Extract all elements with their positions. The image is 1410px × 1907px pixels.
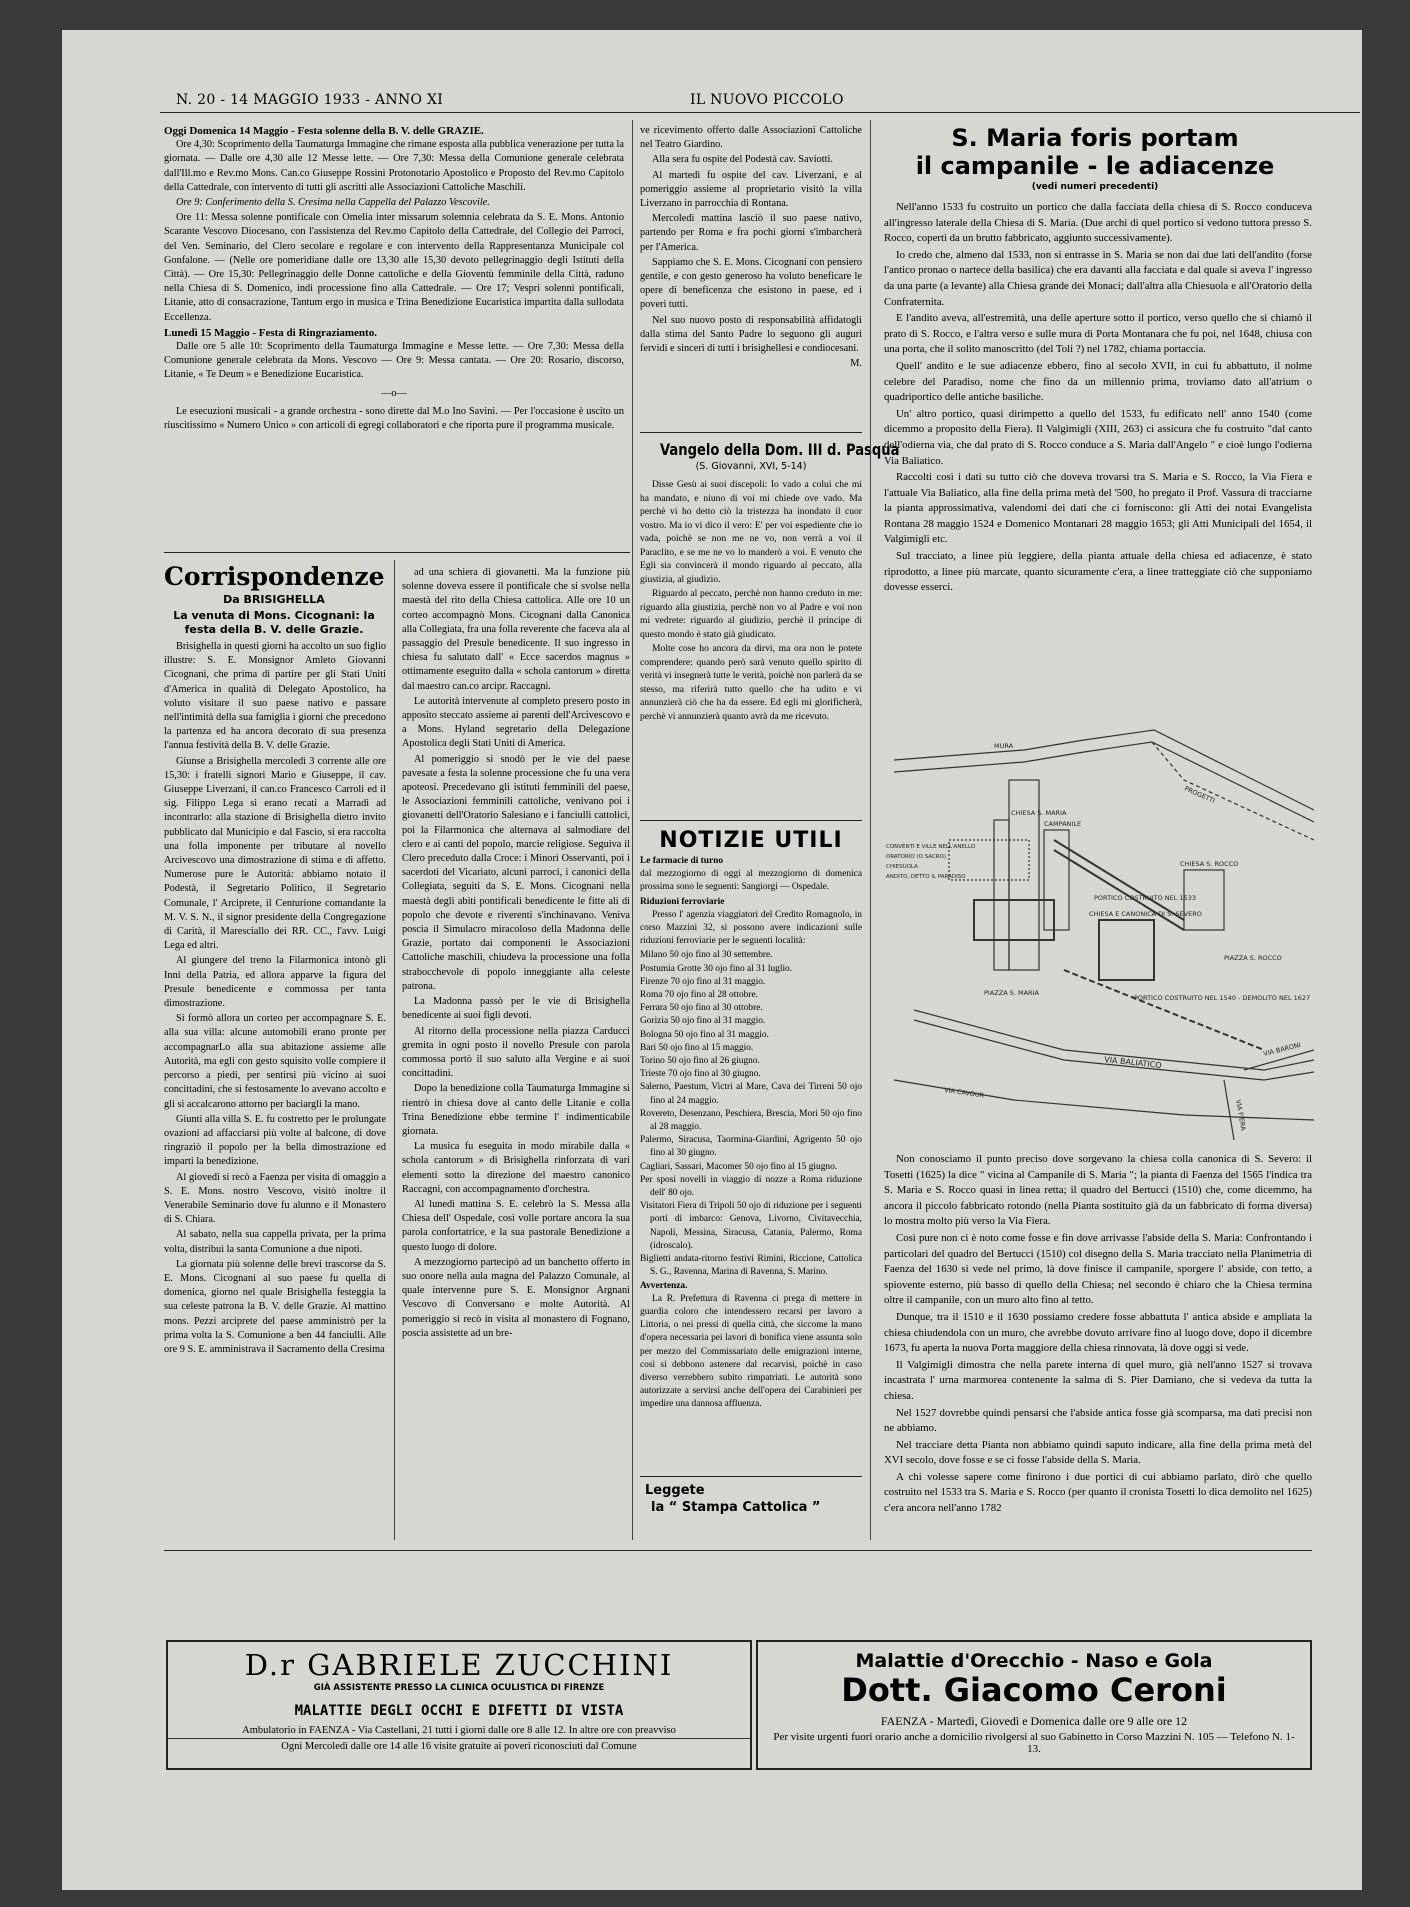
brisighella-continuation (640, 124, 862, 371)
programma-p2: Ore 9: Conferimento della S. Cresima nella Cappella del Palazzo Vescovile. (176, 197, 490, 209)
paragraph: Nel tracciare detta Pianta non abbiamo quindi saputo indicare, alla fine della prima metà del XVI secolo, dove fosse e se ci fosse l'abside della S. Maria. (884, 1438, 1312, 1467)
programma-sep: —o— (381, 387, 407, 399)
programma-lead: Oggi Domenica 14 Maggio - Festa solenne della B. V. delle GRAZIE. (164, 125, 484, 137)
cont-p6: Nel suo nuovo posto di responsabilità affidatogli dalla stima del Santo Padre lo seguono gli auguri fervidi e sinceri di tutti i brisighellesi e condiocesani. (640, 314, 862, 355)
paragraph: Non conosciamo il punto preciso dove sorgevano la chiesa colla canonica di S. Severo: il Tosetti (1625) la dice " vicina al Campanile di S. Maria "; la pianta di Faenza del 1565 l'indica tra S. Maria e S. Rocco quasi in linea retta; il quadro del Bertucci (1510) che, come dicemmo, ha ancora il piccolo fabbricato rotondo (nella Pianta sostituito già da un fabbricato di forma diversa) lo mostra molto più verso la Via Fiera. (884, 1153, 1312, 1228)
corrispondenze-column-2 (402, 566, 630, 1541)
riduzione-item: Bologna 50 ojo fino al 31 maggio. (640, 1029, 769, 1040)
paragraph: Nel 1527 dovrebbe quindi pensarsi che l'abside antica fosse già scomparsa, ma dati precisi non ne abbiamo. (884, 1406, 1312, 1435)
map-label-progetti: PROGETTI (1183, 784, 1217, 806)
riduzioni-heading: Riduzioni ferroviarie (640, 896, 725, 907)
riduzione-item: Firenze 70 ojo fino al 31 maggio. (640, 976, 766, 987)
riduzione-item: Visitatori Fiera di Tripoli 50 ojo di riduzione per i seguenti porti di imbarco: Genova, Livorno, Civitavecchia, Napoli, Messina, Siracusa, Catania, Palermo, Roma (idroscalo). (640, 1201, 862, 1251)
map-label-campanile: CAMPANILE (1044, 820, 1082, 828)
riduzione-item: Salerno, Paestum, Victri al Mare, Cava dei Tirreni 50 ojo fino al 24 maggio. (640, 1082, 862, 1106)
corrispondenze-column-1 (164, 640, 386, 1540)
vangelo-p1: Disse Gesù ai suoi discepoli: Io vado a colui che mi ha mandato, e niuno di voi mi chiede ove vado. Ma perchè vi ho detto ciò la tristezza ha inondato il cuor vostro. Ma io vi dico il vero: E' per voi espediente che io vada, poichè se non me ne vo, non verrà a voi il Paraclito, e se me ne vo lo manderò a voi. E venuto che Egli sia convincerà il mondo riguardo al peccato, alla giustizia, al giudizio. (640, 479, 862, 585)
cont-p1: ve ricevimento offerto dalle Associazioni Cattoliche nel Teatro Giardino. (640, 125, 862, 151)
map-label-portico1540: PORTICO COSTRUITO NEL 1540 - DEMOLITO NEL 1627 (1134, 994, 1311, 1002)
paragraph: La giornata più solenne delle brevi trascorse da S. E. Mons. Cicognani al suo paese fu quella di domenica, giorno nel quale Brisighella festeggia la sua celeste patrona la B. V. delle Grazie. Al mattino mons. Pezzi arciprete del paese amministrò per la prima volta la S. Comunione a ben 44 fanciulli. Alle ore 9 S. E. amministrava il Sacramento della Cresima (164, 1258, 386, 1355)
riduzione-item: Palermo, Siracusa, Taormina-Giardini, Agrigento 50 ojo fino al 30 giugno. (640, 1135, 862, 1159)
programma-p4: Dalle ore 5 alle 10: Scoprimento della Taumaturga Immagine e Messe lette. — Ore 7,30: Messa della Comunione generale celebrata da Mons. Vescovo — Ore 9: Messa cantata. — Ore 20: Rosario, discorso, Litanie, « Te Deum » e Benedizione Eucaristica. (164, 341, 624, 381)
mura-line (894, 730, 1314, 810)
smaria-section (880, 124, 1310, 192)
riduzioni-list (640, 949, 862, 1279)
riduzione-item: Trieste 70 ojo fino al 30 giugno. (640, 1069, 761, 1080)
paragraph: Si formò allora un corteo per accompagnare S. E. alla sua villa: alcune automobili erano pronte per accompagnarLo alla sua abitazione assieme alle Autorità, ma egli con gesto squisito volle compiere il percorso a piedi, per sentirsi più vicino ai suoi concittadini, che si festosamente lo avevano accolto e gli si accalcarono attorno per baciargli la mano. (164, 1013, 386, 1110)
paragraph: Dunque, tra il 1510 e il 1630 possiamo credere fosse abbattuta l' antica abside e ampliata la chiesa chiudendola con un muro, che avrebbe dovuto arrivare fino al luogo dove, dopo il dicembre 1673, fu aperta la nuova Porta maggiore della chiesa rinnovata, là dove oggi si vede. (884, 1310, 1312, 1355)
section-rule (164, 552, 630, 553)
map-label-srocco: CHIESA S. ROCCO (1180, 860, 1239, 868)
map-label-portico1533: PORTICO COSTRUITO NEL 1533 (1094, 894, 1196, 902)
paragraph: Dopo la benedizione colla Taumaturga Immagine si rientrò in chiesa dove al canto delle Litanie e colla Trina Benedizione ebbe termine l' indimenticabile giornata. (402, 1083, 630, 1137)
paragraph: Così pure non ci è noto come fosse e fin dove arrivasse l'abside della S. Maria: Confrontando i particolari del quadro del Bertucci (1510) col disegno della S. Maria tracciato nella Planimetria di Faenza del 1630 si vede nel primo, là dove finisce il campanile, sporgere l' abside, con tetto, a spiovente esterno, più basso di quello della Chiesa; nel secondo è chiaro che la Chiesa termina oltre il campanile, con un muro alto fino al tetto. (884, 1231, 1312, 1307)
farmacie-heading: Le farmacie di turno (640, 856, 724, 866)
map-label-mura: MURA (994, 742, 1014, 750)
ad-zucchini-spec: MALATTIE DEGLI OCCHI E DIFETTI DI VISTA (294, 1703, 624, 1719)
corrispondenze-title: Corrispondenze (164, 562, 385, 591)
smaria-note: (vedi numeri precedenti) (1031, 182, 1159, 192)
paragraph: Nell'anno 1533 fu costruito un portico che dalla facciata della chiesa di S. Rocco conduceva all'ingresso laterale della Chiesa di S. Maria. (Due archi di quel portico si vedono tuttora presso S. Rocco, coperti da un brutto fabbricato, aggiunto successivamente). (884, 201, 1312, 245)
riduzione-item: Cagliari, Sassari, Macomer 50 ojo fino al 15 giugno. (640, 1161, 838, 1172)
paragraph: Le autorità intervenute al completo presero posto in apposito steccato assieme ai parenti dell'Arcivescovo e a Mons. Hyland segretario della Delegazione Apostolica degli Stati Uniti di America. (402, 695, 630, 750)
map-label-via-cavour: VIA CAVOUR (943, 1086, 985, 1100)
campanile-outline (1044, 830, 1069, 930)
vangelo-p2: Riguardo al peccato, perchè non hanno creduto in me: riguardo alla giustizia, perchè non vo al Padre e voi non mi vedrete: riguardo al giudizio, perchè il principe di questo mondo è stato già giudicato. (640, 588, 862, 640)
ad-ceroni-line1: FAENZA - Martedì, Giovedì e Domenica dalle ore 9 alle ore 12 (880, 1714, 1188, 1728)
riduzione-item: Biglietti andata-ritorno festivi Rimini, Riccione, Cattolica S. G., Ravenna, Marina di Ravenna, S. Marino. (640, 1254, 862, 1278)
smaria-text-top (884, 200, 1312, 597)
column-divider-1 (632, 120, 633, 1540)
farmacie-text: dal mezzogiorno di oggi al mezzogiorno di domenica prossima sono le seguenti: Sangiorgi — Ospedale. (640, 869, 862, 893)
riduzione-item: Roma 70 ojo fino al 28 ottobre. (640, 990, 758, 1001)
riduzione-item: Torino 50 ojo fino al 26 giugno. (640, 1056, 760, 1067)
paragraph: Sul tracciato, a linee più leggiere, della pianta attuale della chiesa ed adiacenze, è stato riprodotto, a linee più marcate, quanto sicuramente c'era, a linee tratteggiate ciò che supponiamo dovesse esserci. (884, 550, 1312, 594)
column-divider-2 (870, 120, 871, 1540)
paragraph: Quell' andito e le sue adiacenze ebbero, fino al secolo XVII, in cui fu abbattuto, il nolme celebre del Paradiso, nome che fino da un millennio prima, troviamo dato all'atrium o quadriportico delle antiche basiliche. (884, 359, 1312, 404)
leggete-line1: Leggete (645, 1483, 705, 1498)
paragraph: La musica fu eseguita in modo mirabile dalla « schola cantorum » di Brisighella rinforzata di vari elementi sotto la direzione del maestro canonico Raccagni, con accompagnamento d'orchestra. (402, 1141, 630, 1195)
vangelo-text (640, 478, 862, 723)
smaria-title-1: S. Maria foris portam (951, 124, 1239, 152)
riduzione-item: Postumia Grotte 30 ojo fino al 31 luglio. (640, 963, 793, 974)
ad-zucchini-line1: Ambulatorio in FAENZA - Via Castellani, 21 tutti i giorni dalle ore 8 alle 12. In altre ore con preavviso (242, 1725, 676, 1736)
paragraph: Al lunedì mattina S. E. celebrò la S. Messa alla Chiesa dell' Ospedale, così volle portare ancora la sua parola confortatrice, e la sua pastorale Benedizione a questo luogo di dolore. (402, 1198, 630, 1253)
riduzione-item: Milano 50 ojo fino al 30 settembre. (640, 950, 773, 961)
paragraph: Giunti alla villa S. E. fu costretto per le prolungate ovazioni ad affacciarsi più volte al balcone, di dove ringraziò il popolo per la bella dimostrazione ed imparti la benedizione. (164, 1113, 386, 1168)
corrispondenze-place: Da BRISIGHELLA (223, 593, 325, 606)
cont-signature: M. (850, 358, 862, 370)
avvertenza-text: La R. Prefettura di Ravenna ci prega di mettere in guardia coloro che intendessero recarsi per lavoro a Littoria, o nei pressi di quella città, che siccome la mano d'opera necessaria pei lavori di bonifica viene assunta solo per mezzo del Commissariato delle emigrazioni interne, così si debbono astenere dal recarvisi, poichè in caso diverso verrebbero subito rimpatriati. Le autorità sono autorizzate a servirsi anche dell'opera dei Carabinieri per impedire una dannosa affluenza. (640, 1293, 862, 1410)
programma-p3: Ore 11: Messa solenne pontificale con Omelia inter missarum solemnia celebrata da S. E. Mons. Antonio Scarante Vescovo Diocesano, con l'assistenza del Rev.mo Capitolo della Cattedrale, del Collegio dei Parroci, del Ven. Seminario, del Clero secolare e regolare e con intervento della Rappresentanza Municipale col Gonfalone. — (Nelle ore pomeridiane dalle ore 13,30 alle 15,30 devoto pellegrinaggio degli Istituti della Città). — Ore 15,30: Pellegrinaggio delle Donne cattoliche e della Gioventù femminile della Città, raduno nella Chiesa di S. Domenico, indi processione fino alla Cattedrale. — Ore 17; Vespri solenni pontificali, Litanie, atto di consacrazione, Tantum ergo in musica e Trina Benedizione Eucaristica impartita dalla sullodata Eccellenza. (164, 212, 624, 323)
column-divider-corr (394, 560, 395, 1540)
notizie-rule (640, 820, 862, 821)
cont-p4: Mercoledì mattina lasciò il suo paese nativo, partendo per Roma e fra pochi giorni s'imbarcherà per l'America. (640, 213, 862, 253)
vangelo-section (640, 440, 900, 724)
programma-p1: Ore 4,30: Scoprimento della Taumaturga Immagine che rimane esposta alla pubblica venerazione per tutta la giornata. — Dalle ore 4,30 alle 12 Messe lette. — Ore 7,30: Messa della Comunione generale celebrata dall'Ill.mo e Rev.mo Mons. Can.co Giuseppe Rossini Protonotario Apostolico e Proposto del Rev.mo Capitolo della Cattedrale, con intervento di tutti gli ascritti alle Associazioni Cattoliche Maschili. (164, 139, 624, 193)
paragraph: A chi volesse sapere come finirono i due portici di cui abbiamo parlato, dirò che quello costruito nel 1533 tra S. Maria e S. Rocco (per quanto il cronista Tosetti lo dica demolito nel 1625) c'era ancora nell'anno 1782 (884, 1470, 1312, 1515)
ad-ceroni (756, 1640, 1312, 1770)
map-label-ssevero: CHIESA E CANONICA DI S. SEVERO (1089, 910, 1202, 918)
programma-lead2: Lunedì 15 Maggio - Festa di Ringraziamento. (164, 326, 377, 339)
map-label-piazza-smaria: PIAZZA S. MARIA (984, 989, 1039, 997)
notizie-section (640, 828, 862, 1413)
ad-ceroni-name: Dott. Giacomo Ceroni (841, 1671, 1227, 1709)
programma-p5: Le esecuzioni musicali - a grande orchestra - sono dirette dal M.o Ino Savini. — Per l'occasione è uscito un riuscitissimo « Numero Unico » con articoli di egregi collaboratori e che riporta pure il programma musicale. (164, 405, 624, 432)
vangelo-rule (640, 432, 862, 433)
portico-1540 (1064, 970, 1264, 1050)
notizie-text (640, 855, 862, 1412)
issue-date: N. 20 - 14 MAGGIO 1933 - ANNO XI (176, 92, 444, 108)
corrispondenze-subtitle: La venuta di Mons. Cicognani: la festa della B. V. delle Grazie. (173, 609, 375, 636)
paragraph: Raccolti così i dati su tutto ciò che doveva trovarsi tra S. Maria e S. Rocco, la Via Fiera e l'attuale Via Baliatico, alla fine della prima metà del '500, ho pregato il Prof. Vassura di tracciarne la pianta approssimativa, valendomi dei dati che ci forniscono: gli Atti dei notai Evangelista Rontana 28 maggio 1524 e Domenico Montanari 28 maggio 1653; gli Atti Municipali del 1654, il Valgimigli etc. (884, 471, 1312, 546)
paragraph: Io credo che, almeno dal 1533, non si entrasse in S. Maria se non dai due lati dell'andito (forse l'antico pronao o nartece della basilica) che era davanti alla facciata e dal quale si aveva l' ingresso da una parte (a levante) alla Chiesa grande dei Monaci; dall'altra alla Chiesuola e all'Oratorio della Confraternita. (884, 248, 1312, 308)
header-rule (160, 112, 1360, 113)
cont-p5: Sappiamo che S. E. Mons. Cicognani con pensiero gentile, e con gesto generoso ha voluto beneficare le opere di beneficenza che esistono in paese, ed i poveri tutti. (640, 256, 862, 311)
leggete-rule (640, 1476, 862, 1477)
ad-zucchini-sub: GIÀ ASSISTENTE PRESSO LA CLINICA OCULISTICA DI FIRENZE (313, 1683, 605, 1693)
andito-outline (974, 900, 1054, 940)
paragraph: E l'andito aveva, all'estremità, una delle aperture sotto il portico, verso quello che si chiamò il prato di S. Rocco, e l'altra verso e sulle mura di Porta Montanara che fu poi, nel 1648, chiusa con una porta, che il solito manoscritto (del Toli ?) nel 1782, chiama portaccia. (884, 312, 1312, 356)
map-label-piazza-srocco: PIAZZA S. ROCCO (1224, 954, 1282, 962)
map-label-via-baroni: VIA BARONI (1262, 1040, 1302, 1058)
programma-festa (164, 124, 624, 434)
via-cavour-line (894, 1080, 1314, 1120)
avvertenza-heading: Avvertenza. (640, 1280, 688, 1291)
map-label-via-baliatico: VIA BALIATICO (1103, 1055, 1163, 1071)
riduzioni-text: Presso l' agenzia viaggiatori del Credito Romagnolo, in corso Mazzini 32, si possono avere indicazioni sulle riduzioni ferroviarie per le seguenti località: (640, 909, 862, 947)
mura-line-inner (894, 742, 1314, 822)
riduzione-item: Gorizia 50 ojo fino al 31 maggio. (640, 1016, 766, 1027)
paragraph: La Madonna passò per le vie di Brisighella benedicente ai suoi figli devoti. (402, 996, 630, 1022)
vangelo-p3: Molte cose ho ancora da dirvi, ma ora non le potete comprendere: quando però sarà venuto quello spirito di verità vi insegnerà tutte le verità, poichè non parlerà da se stesso, ma riferirà tutto quello che ha udito e vi annunzierà ciò che ha da essere. Ed egli mi glorificherà, perchè vi annunzierà quanto avrà da me ricevuto. (640, 643, 862, 722)
ad-ceroni-head: Malattie d'Orecchio - Naso e Gola (855, 1650, 1213, 1672)
via-fiera-line (1224, 1080, 1234, 1140)
portico-1533-b (1054, 850, 1184, 930)
corrispondenze-section (164, 562, 384, 637)
map-legend-2: ORATORIO (O SACRO) (886, 854, 947, 860)
map-legend-1: CONVENTI E VILLE NELL'ANELLO (886, 844, 976, 850)
newspaper-name: IL NUOVO PICCOLO (690, 92, 844, 108)
ad-zucchini (166, 1640, 752, 1770)
vangelo-reference: (S. Giovanni, XVI, 5-14) (695, 461, 807, 472)
leggete-line2: la “ Stampa Cattolica ” (651, 1500, 821, 1515)
pianta-map (884, 720, 1314, 1140)
chiesuola-outline (994, 820, 1009, 970)
riduzione-item: Bari 50 ojo fino al 15 maggio. (640, 1042, 754, 1053)
paragraph: Brisighella in questi giorni ha accolto un suo figlio illustre: S. E. Monsignor Amleto Giovanni Cicognani, che prima di partire per gli Stati Uniti d'America in qualità di Delegato Apostolico, ha voluto visitare il suo paese nativo e passare nell'intimità della sua famiglia i giorni che precedono la partenza ed ha ancora decorato di sua presenza l'annua festività della B. V. delle Grazie. (164, 641, 386, 752)
map-legend-4: ANDITO, DETTO IL PARADISO (886, 874, 966, 880)
paragraph: Al giovedì si recò a Faenza per visita di omaggio a S. E. Mons. nostro Vescovo, visitò inoltre il Venerabile Seminario dove fu alunno e il Monastero di S. Chiara. (164, 1171, 386, 1226)
paragraph: Al sabato, nella sua cappella privata, per la prima volta, distribuì la santa Comunione a due nipoti. (164, 1229, 386, 1255)
paragraph: Il Valgimigli dimostra che nella parete interna di quel muro, già nell'anno 1527 si trovava incastrata l' urna marmorea contenente la salma di S. Pier Damiano, che si vedeva da tutta la chiesa. (884, 1358, 1312, 1402)
vangelo-title: Vangelo della Dom. III d. Pasqua (659, 440, 900, 459)
paragraph: Al pomeriggio si snodò per le vie del paese pavesate a festa la solenne processione che fu una vera apoteosi. Precedevano gli istituti femminili del paese, le Associazioni femminili cattoliche, venivano poi i giovanetti dell'Oratorio Salesiano e i fanciulli cattolici, poi la Filarmonica che alternava al salmodiare del clero e ai canti del popolo, marcie religiose. Seguiva il Clero preceduto dalla Croce: i Minori Osservanti, poi i sacerdoti del Vicariato, alcuni parroci, i canonici della Collegiata, seguiti da S. E. Mons. Cicognani nella maestà degli abiti pontificali benedicente le fitte ali di popolo che devote e riverenti s'inchinavano. Veniva poscia il Simulacro miracoloso della Madonna delle Grazie, portato dai componenti le Associazioni Cattoliche maschili, chiudeva la processione una folla strabocchevole di popolo inneggiante alla celeste patrona. (402, 753, 630, 992)
paragraph: A mezzogiorno partecipò ad un banchetto offerto in suo onore nella aula magna del Palazzo Comunale, al quale intervenne pure S. E. Monsignor Argnani Vescovo di Conversano e molte Autorità. Al pomeriggio si recò in visita al monastero di Fognano, poscia assistette ad un bre- (402, 1256, 630, 1339)
paragraph: ad una schiera di giovanetti. Ma la funzione più solenne doveva essere il pontificale che si svolse nella maestà del rito della Chiesa cattolica. Alle ore 10 un corteo accompagnò Mons. Cicognani dalla Canonica alla Collegiata, fra una folla reverente che faceva ala al passaggio del Presule benedicente. Il suo ingresso in chiesa fu salutato dall' « Ecce sacerdos magnus » ottimamente eseguito dalla « schola cantorum » diretta dal maestro can.co arcipr. Raccagni. (402, 567, 630, 692)
notizie-title: NOTIZIE UTILI (659, 828, 843, 853)
paragraph: Al ritorno della processione nella piazza Carducci gremita in ogni posto il novello Presule con parola commossa portò il suo saluto alla Vergine e ai suoi concittadini. (402, 1025, 630, 1080)
ad-ceroni-line2: Per visite urgenti fuori orario anche a domicilio rivolgersi al suo Gabinetto in Corso Mazzini N. 105 — Telefono N. 1-13. (773, 1731, 1295, 1755)
paragraph: Giunse a Brisighella mercoledì 3 corrente alle ore 15,30: i fratelli signori Mario e Giuseppe, il cav. Giuseppe Liverzani, il can.co Francesco Carroli ed il sig. Filippo Lega si erano recati a Marradi ad incontrarlo: alla stazione di Brisighella dietro invito pubblicato dal Municipio e dal Fascio, si era raccolta una folla imponente per tributare al novello Arcivescovo una dimostrazione di stima e di affetto. Numerose pure le Autorità: abbiamo notato il Podestà, il Segretario Politico, il Segretario Comunale, l' Arciprete, il Centurione comandante la M. V. S. N., il signor presidente della Congregazione di Carità, il Maresciallo dei RR. CC., l'avv. Luigi Lega ed altri. (164, 755, 386, 952)
ads-top-rule (164, 1550, 1312, 1551)
riduzione-item: Rovereto, Desenzano, Peschiera, Brescia, Mori 50 ojo fino al 28 maggio. (640, 1108, 862, 1133)
portico-1533 (1054, 840, 1184, 920)
paragraph: Al giungere del treno la Filarmonica intonò gli Inni della Patria, ed allora apparve la figura del Presule benedicente e commossa per tanta dimostrazione. (164, 955, 386, 1010)
via-baliatico-line-2 (914, 1020, 1314, 1080)
smaria-text-bottom (884, 1152, 1312, 1542)
ad-zucchini-line2: Ogni Mercoledì dalle ore 14 alle 16 visite gratuite ai poveri riconosciuti dal Comune (168, 1738, 750, 1752)
smaria-title-2: il campanile - le adiacenze (915, 152, 1275, 180)
map-label-via-fiera: VIA FIERA (1234, 1098, 1248, 1132)
riduzione-item: Ferrara 50 ojo fino al 30 ottobre. (640, 1003, 763, 1014)
map-legend-3: CHIESUOLA (886, 864, 918, 870)
paragraph: Un' altro portico, quasi dirimpetto a quello del 1533, fu edificato nell' anno 1540 (come dicemmo a proposito della Fiera). Il Valgimigli (XIII, 263) ci assicura che fu costruito "dal canto dell'odierna via, che dal prato di S. Rocco conduce a S. Maria dall'Angelo " e cioè lungo l'odierna Via Baliatico. (884, 407, 1312, 467)
leggete-box (645, 1482, 820, 1516)
riduzione-item: Per sposi novelli in viaggio di nozze a Roma riduzione dell' 80 ojo. (640, 1174, 862, 1199)
map-label-chiesa-smaria: CHIESA S. MARIA (1011, 809, 1067, 817)
progetti-line (1152, 742, 1314, 840)
cont-p3: Al martedì fu ospite del cav. Liverzani, e al pomeriggio assieme al proprietario visitò la villa Liverzano in parrocchia di Rontana. (640, 169, 862, 210)
cont-p2: Alla sera fu ospite del Podestà cav. Saviotti. (652, 154, 833, 166)
chiesa-ssevero-outline (1099, 920, 1154, 980)
ad-zucchini-name: D.r GABRIELE ZUCCHINI (244, 1648, 674, 1682)
